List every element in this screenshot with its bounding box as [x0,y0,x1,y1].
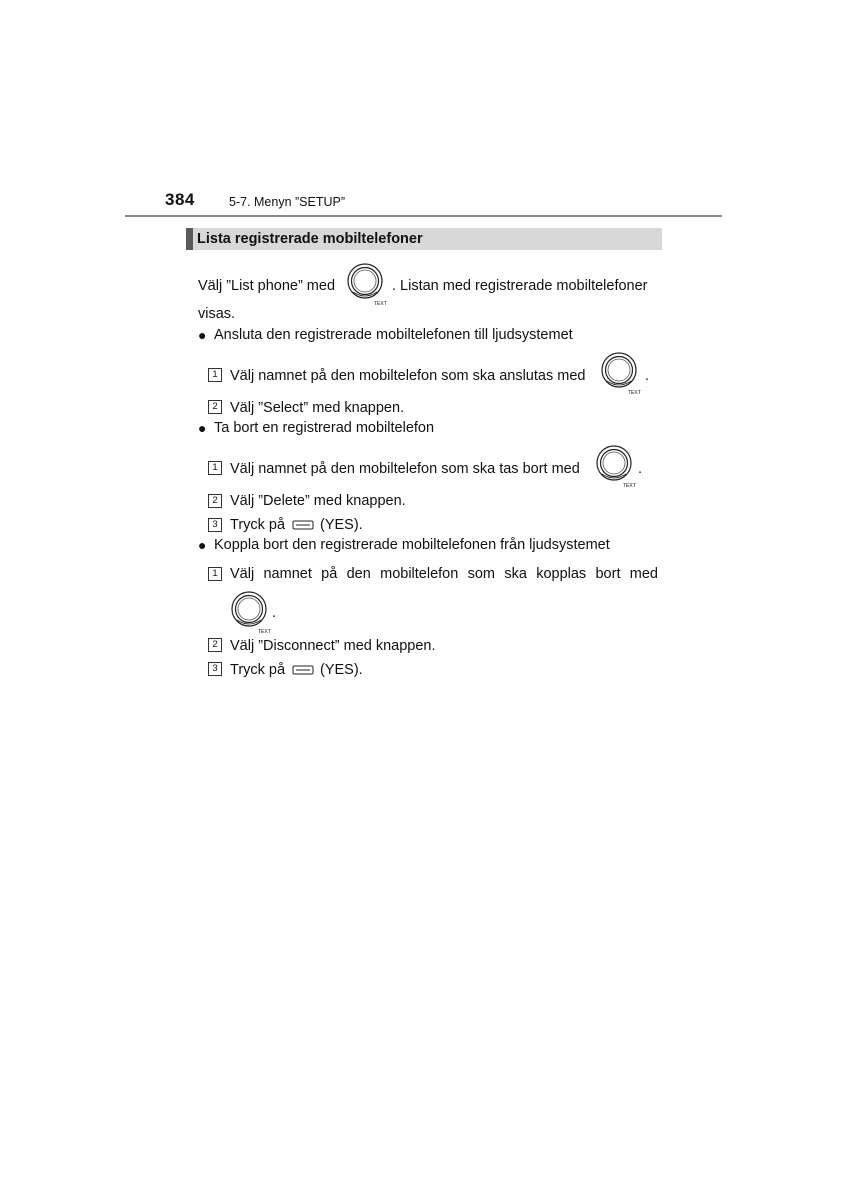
step-number: 2 [208,400,222,414]
bullet-icon: ● [198,327,207,343]
step-number: 3 [208,662,222,676]
bullet-icon: ● [198,420,207,436]
step-text: Tryck på [230,517,286,533]
step-text: Tryck på [230,662,286,678]
step-suffix: . [645,368,650,384]
section-heading: Ansluta den registrerade mobiltelefonen till ljudsystemet [214,327,573,343]
soft-button-icon [292,665,314,675]
step-number: 2 [208,638,222,652]
step-text-after: (YES). [320,662,363,678]
step-number: 1 [208,567,222,581]
knob-caption: TEXT [628,390,641,396]
step-text-after: (YES). [320,517,363,533]
step-number: 1 [208,368,222,382]
step-number: 3 [208,518,222,532]
section-label: 5-7. Menyn ”SETUP” [229,195,346,209]
page-number: 384 [165,190,195,209]
page-title: Lista registrerade mobiltelefoner [197,231,423,247]
step-number: 1 [208,461,222,475]
header-divider [125,215,722,217]
soft-button-icon [292,520,314,530]
knob-caption: TEXT [374,301,387,307]
step-text: Välj namnet på den mobiltelefon som ska kopplas bort med [230,566,658,582]
intro-text: Välj ”List phone” med [198,278,336,294]
step-number: 2 [208,494,222,508]
intro-text-cont: . Listan med registrerade mobiltelefoner [392,278,648,294]
bullet-icon: ● [198,537,207,553]
section-heading: Ta bort en registrerad mobiltelefon [214,420,435,436]
step-text: Välj namnet på den mobiltelefon som ska tas bort med [230,461,580,477]
section-heading: Koppla bort den registrerade mobiltelefonen från ljudsystemet [214,537,610,553]
intro-continuation: visas. [198,306,236,322]
step-suffix: . [638,461,643,477]
step-suffix: . [272,605,277,621]
step-text: Välj ”Delete” med knappen. [230,493,406,509]
step-text: Välj ”Disconnect” med knappen. [230,638,436,654]
step-text: Välj ”Select” med knappen. [230,400,405,416]
knob-caption: TEXT [258,629,271,635]
step-text: Välj namnet på den mobiltelefon som ska anslutas med [230,368,586,384]
knob-caption: TEXT [623,483,636,489]
